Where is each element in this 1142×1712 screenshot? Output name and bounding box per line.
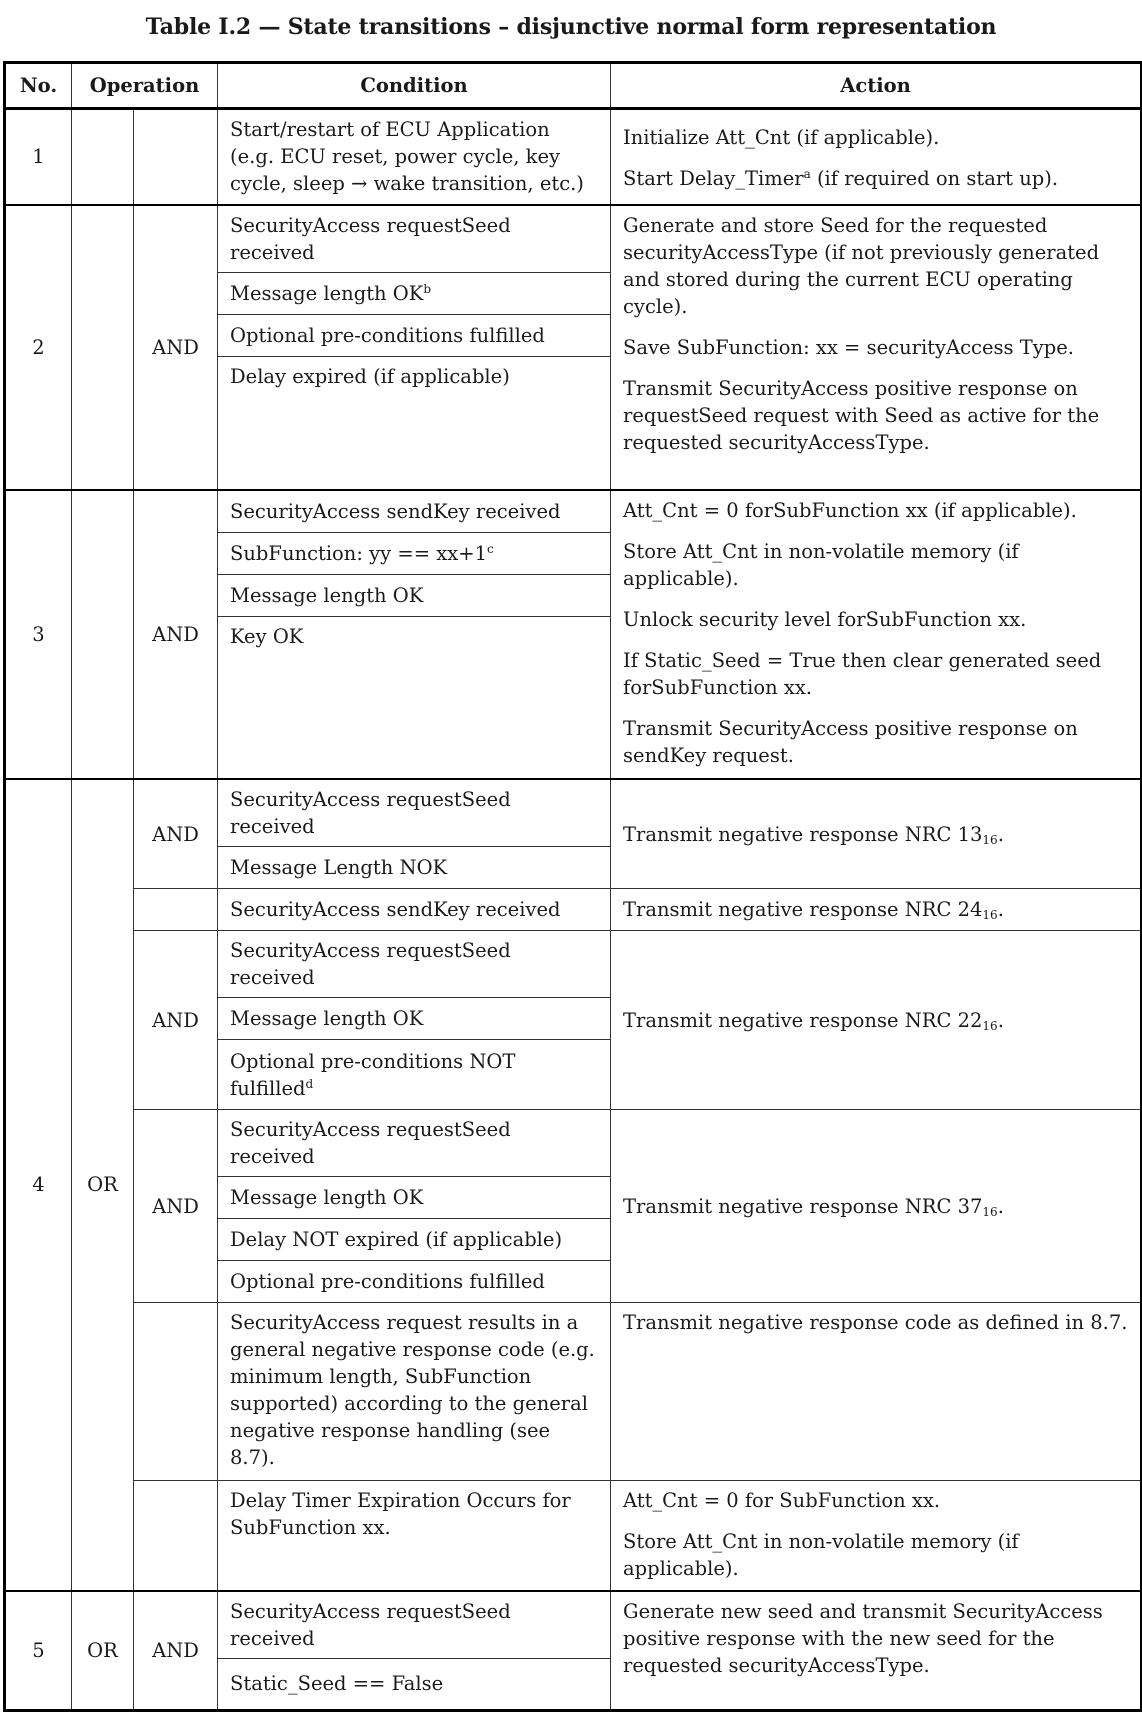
condition-cell: Delay NOT expired (if applicable) bbox=[218, 1219, 611, 1261]
header-row bbox=[5, 63, 1142, 109]
table-row bbox=[5, 1481, 1142, 1591]
table-row bbox=[5, 109, 1142, 205]
condition-cell: SecurityAccess request results in a general negative response code (e.g. minimum length, SubFunction supported) according to the general negative response handling (see 8.7). bbox=[218, 1303, 611, 1481]
action-text: Store Att_Cnt in non-volatile memory (if applicable). bbox=[623, 1530, 1019, 1580]
condition-cell: Key OK bbox=[218, 616, 611, 779]
action-text: Att_Cnt = 0 forSubFunction xx (if applicable). bbox=[623, 499, 1077, 522]
operation-and-cell: AND bbox=[134, 1591, 218, 1711]
condition-cell: Message length OK bbox=[218, 998, 611, 1040]
condition-cell: Optional pre-conditions fulfilled bbox=[218, 1261, 611, 1303]
condition-cell: SecurityAccess requestSeed received bbox=[218, 931, 611, 998]
action-text: Att_Cnt = 0 for SubFunction xx. bbox=[623, 1489, 941, 1512]
operation-or-cell bbox=[72, 205, 134, 491]
header-operation: Operation bbox=[72, 63, 218, 109]
table-title: Table I.2 — State transitions – disjunctive normal form representation bbox=[145, 14, 997, 40]
action-text: Unlock security level forSubFunction xx. bbox=[623, 608, 1027, 631]
condition-cell: SecurityAccess requestSeed received bbox=[218, 1591, 611, 1659]
condition-cell: SecurityAccess sendKey received bbox=[218, 490, 611, 532]
condition-cell: Delay Timer Expiration Occurs for SubFunction xx. bbox=[218, 1481, 611, 1591]
state-transitions-table bbox=[3, 61, 1142, 1712]
action-text: Transmit SecurityAccess positive response on requestSeed request with Seed as active for the requested securityAccessType. bbox=[623, 376, 1100, 454]
operation-and-cell bbox=[134, 1303, 218, 1481]
table-row bbox=[5, 1303, 1142, 1481]
action-cell: Transmit negative response NRC $22_{16}$. bbox=[611, 931, 1142, 1110]
table-row bbox=[5, 205, 1142, 273]
condition-cell: Message length $OK^b$ bbox=[218, 272, 611, 314]
condition-cell: Message length OK bbox=[218, 574, 611, 616]
action-cell bbox=[611, 1481, 1142, 1591]
operation-and-cell bbox=[134, 109, 218, 205]
action-cell bbox=[611, 490, 1142, 779]
operation-and-cell: AND bbox=[134, 779, 218, 889]
condition-cell: Message length OK bbox=[218, 1177, 611, 1219]
table-row bbox=[5, 779, 1142, 847]
row-number: 4 bbox=[5, 779, 72, 1591]
action-cell bbox=[611, 205, 1142, 491]
operation-and-cell: AND bbox=[134, 931, 218, 1110]
condition-cell: Message Length NOK bbox=[218, 847, 611, 889]
condition-cell: Start/restart of ECU Application (e.g. ECU reset, power cycle, key cycle, sleep → wake transition, etc.) bbox=[218, 109, 611, 205]
action-text: Generate and store Seed for the requested securityAccessType (if not previously generated and stored during the current ECU operating cycle). bbox=[623, 213, 1100, 318]
action-text: Transmit SecurityAccess positive response on sendKey request. bbox=[623, 717, 1078, 767]
table-row bbox=[5, 490, 1142, 532]
header-no: No. bbox=[5, 63, 72, 109]
action-text: Save SubFunction: xx = securityAccess Type. bbox=[623, 335, 1074, 359]
condition-cell: Delay expired (if applicable) bbox=[218, 356, 611, 490]
row-number: 1 bbox=[5, 109, 72, 205]
action-cell: Transmit negative response code as defined in 8.7. bbox=[611, 1303, 1142, 1481]
condition-cell: SecurityAccess requestSeed received bbox=[218, 779, 611, 847]
condition-cell: SecurityAccess requestSeed received bbox=[218, 205, 611, 273]
action-cell: Transmit negative response NRC $24_{16}$. bbox=[611, 889, 1142, 931]
action-text: If Static_Seed = True then clear generated seed forSubFunction xx. bbox=[623, 649, 1102, 699]
condition-cell: SecurityAccess sendKey received bbox=[218, 889, 611, 931]
table-row bbox=[5, 1591, 1142, 1659]
action-text: Start Delay_Timer$^a$ (if required on start up). bbox=[623, 167, 1059, 190]
action-text: Initialize Att_Cnt (if applicable). bbox=[623, 126, 940, 149]
action-cell bbox=[611, 109, 1142, 205]
row-number: 3 bbox=[5, 490, 72, 779]
condition-cell: Optional pre-conditions fulfilled bbox=[218, 314, 611, 356]
operation-and-cell bbox=[134, 1481, 218, 1591]
operation-and-cell bbox=[134, 889, 218, 931]
header-condition: Condition bbox=[218, 63, 611, 109]
condition-cell: SubFunction: yy == $xx+1^c$ bbox=[218, 532, 611, 574]
operation-or-cell: OR bbox=[72, 1591, 134, 1711]
operation-and-cell: AND bbox=[134, 490, 218, 779]
row-number: 5 bbox=[5, 1591, 72, 1711]
row-number: 2 bbox=[5, 205, 72, 491]
action-cell: Transmit negative response NRC $37_{16}$. bbox=[611, 1110, 1142, 1303]
operation-and-cell: AND bbox=[134, 1110, 218, 1303]
table-row bbox=[5, 889, 1142, 931]
condition-cell: Optional pre-conditions NOT fulfilled$^d$ bbox=[218, 1040, 611, 1110]
operation-or-cell bbox=[72, 490, 134, 779]
operation-or-cell bbox=[72, 109, 134, 205]
header-action: Action bbox=[611, 63, 1142, 109]
condition-cell: SecurityAccess requestSeed received bbox=[218, 1110, 611, 1177]
table-row bbox=[5, 931, 1142, 998]
table-row bbox=[5, 1110, 1142, 1177]
condition-cell: Static_Seed == False bbox=[218, 1658, 611, 1710]
action-cell: Transmit negative response NRC $13_{16}$. bbox=[611, 779, 1142, 889]
action-text: Store Att_Cnt in non-volatile memory (if applicable). bbox=[623, 540, 1019, 590]
operation-and-cell: AND bbox=[134, 205, 218, 491]
operation-or-cell: OR bbox=[72, 779, 134, 1591]
action-cell: Generate new seed and transmit SecurityAccess positive response with the new seed for the requested securityAccessType. bbox=[611, 1591, 1142, 1711]
